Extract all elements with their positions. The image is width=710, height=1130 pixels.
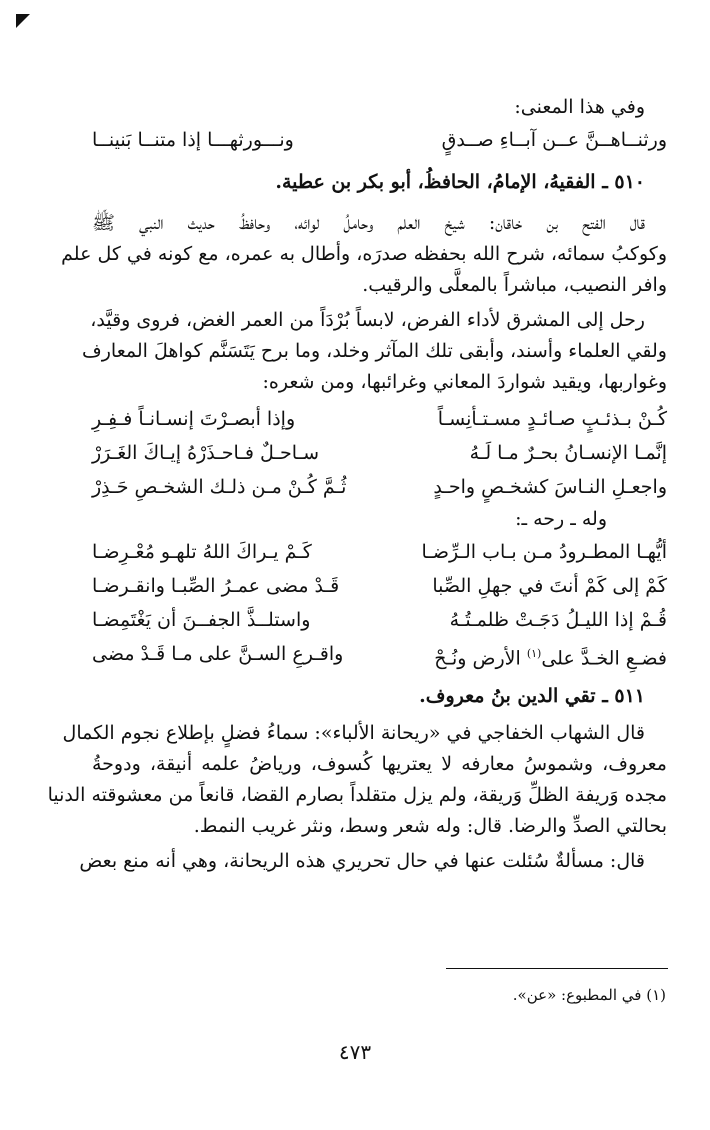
verse-first-hemistich: أيُّهـا المطـرودُ مـن بـاب الـرِّضـا xyxy=(421,541,667,563)
verse-line xyxy=(92,637,667,671)
entry-heading-511: ٥١١ ـ تقي الدين بنُ معروف. xyxy=(419,685,645,707)
verse-second-hemistich: كَـمْ يـراكَ اللهُ تلهـو مُعْـرِضـا xyxy=(92,541,312,563)
footnote-reference[interactable]: (١) xyxy=(526,647,542,660)
verse-second-hemistich: ثُـمَّ كُـنْ مـن ذلـك الشخـصِ حَـذِرْ xyxy=(92,476,347,498)
text-line: مجده وَريفة الظلِّ وَريقة، ولم يزل متقلداً بصارم القضا، قانعاً من معشوقته الدنيا xyxy=(47,784,667,806)
verse-text: فضـعِ الخـدَّ على xyxy=(541,647,667,670)
page-body xyxy=(47,92,667,877)
verse-line xyxy=(92,569,667,603)
verse-first-hemistich: واجعـلِ النـاسَ كشخـصٍ واحـدٍ xyxy=(433,476,667,498)
page-number: ٤٧٣ xyxy=(338,1040,372,1064)
verse-first-hemistich: قُـمْ إذا الليـلُ دَجَـتْ ظلمـتُـهُ xyxy=(449,609,667,631)
footnote: (١) في المطبوع: «عن». xyxy=(512,986,666,1004)
verse-second-hemistich: واقـرعِ السـنَّ على مـا قَـدْ مضى xyxy=(92,643,344,665)
text-line: رحل إلى المشرق لأداء الفرض، لابساً بُرْدَاً من العمر الغض، فروى وقيَّد، xyxy=(90,309,645,331)
text-line: قال الفتح بن خاقان: شيخ العلم وحاملُ لوائه، وحافظُ حديث النبي ﷺ xyxy=(92,212,645,234)
text-line: وغواربها، ويقيد شواردَ المعاني وغرائبها، ومن شعره: xyxy=(262,371,667,393)
intro-line: وفي هذا المعنى: xyxy=(514,96,645,118)
text-line: ولقي العلماء وأسند، وأبقى تلك المآثر وخلد، وما برح يَتَسَنَّم كواهلَ المعارف xyxy=(82,340,667,362)
verse-second-hemistich: واستلــذَّ الجفــنَ أن يَغْتَمِضـا xyxy=(92,609,311,631)
poem-intro-line: وله ـ رحه ـ: xyxy=(515,508,607,530)
verse-first-hemistich: كُـنْ بـذئـبٍ صـائـدٍ مسـتـأنِسـاً xyxy=(437,408,667,430)
text-line: قال: مسألةٌ سُئلت عنها في حال تحريري هذه الريحانة، وهي أنه منع بعض xyxy=(79,850,645,872)
text-line: معروف، وشموسُ معارفه لا يعتريها كُسوف، ورياضُ علمه أنيقة، ودوحةُ xyxy=(92,753,667,775)
footnote-divider xyxy=(446,968,668,969)
verse-second-hemistich: وإذا أبصـرْتَ إنسـانـاً فـفِـرِ xyxy=(92,408,296,430)
verse-line xyxy=(92,402,667,436)
verse-second-hemistich: سـاحـلٌ فـاحـذَرْهُ إيـاكَ الغَـرَرْ xyxy=(92,442,319,464)
verse-second-hemistich: ونـــورثهـــا إذا متنــا بَنينــا xyxy=(92,129,294,151)
verse-line xyxy=(92,123,667,157)
verse-line xyxy=(92,470,667,504)
verse-first-hemistich: كَمْ إلى كَمْ أنتَ في جهلِ الصِّبا xyxy=(432,575,667,597)
text-line: قال الشهاب الخفاجي في «ريحانة الألباء»: سماءُ فضلٍ بإطلاع نجوم الكمال xyxy=(62,722,645,744)
verse-second-hemistich: قَـدْ مضى عمـرُ الصِّبـا وانقـرضـا xyxy=(92,575,340,597)
verse-line xyxy=(92,603,667,637)
verse-text: الأرض ونُـحْ xyxy=(434,647,527,670)
verse-first-hemistich: إنَّمـا الإنسـانُ بحـرٌ مـا لَـهُ xyxy=(469,442,667,464)
verse-line xyxy=(92,436,667,470)
verse-first-hemistich xyxy=(397,637,667,671)
text-line: وافر النصيب، مباشراً بالمعلَّى والرقيب. xyxy=(362,274,667,296)
entry-heading-510: ٥١٠ ـ الفقيهُ، الإمامُ، الحافظُ، أبو بكر بن عطية. xyxy=(275,171,645,193)
text-line: وكوكبُ سمائه، شرح الله بحفظه صدرَه، وأطال به عمره، مع كونه في كل علم xyxy=(61,243,667,265)
corner-mark xyxy=(16,14,30,28)
verse-first-hemistich: ورثنــاهــنَّ عــن آبــاءِ صــدقٍ xyxy=(441,129,667,151)
text-line: بحالتي الصدِّ والرضا. قال: وله شعر وسط، ونثر غريب النمط. xyxy=(193,815,667,837)
verse-line xyxy=(92,535,667,569)
